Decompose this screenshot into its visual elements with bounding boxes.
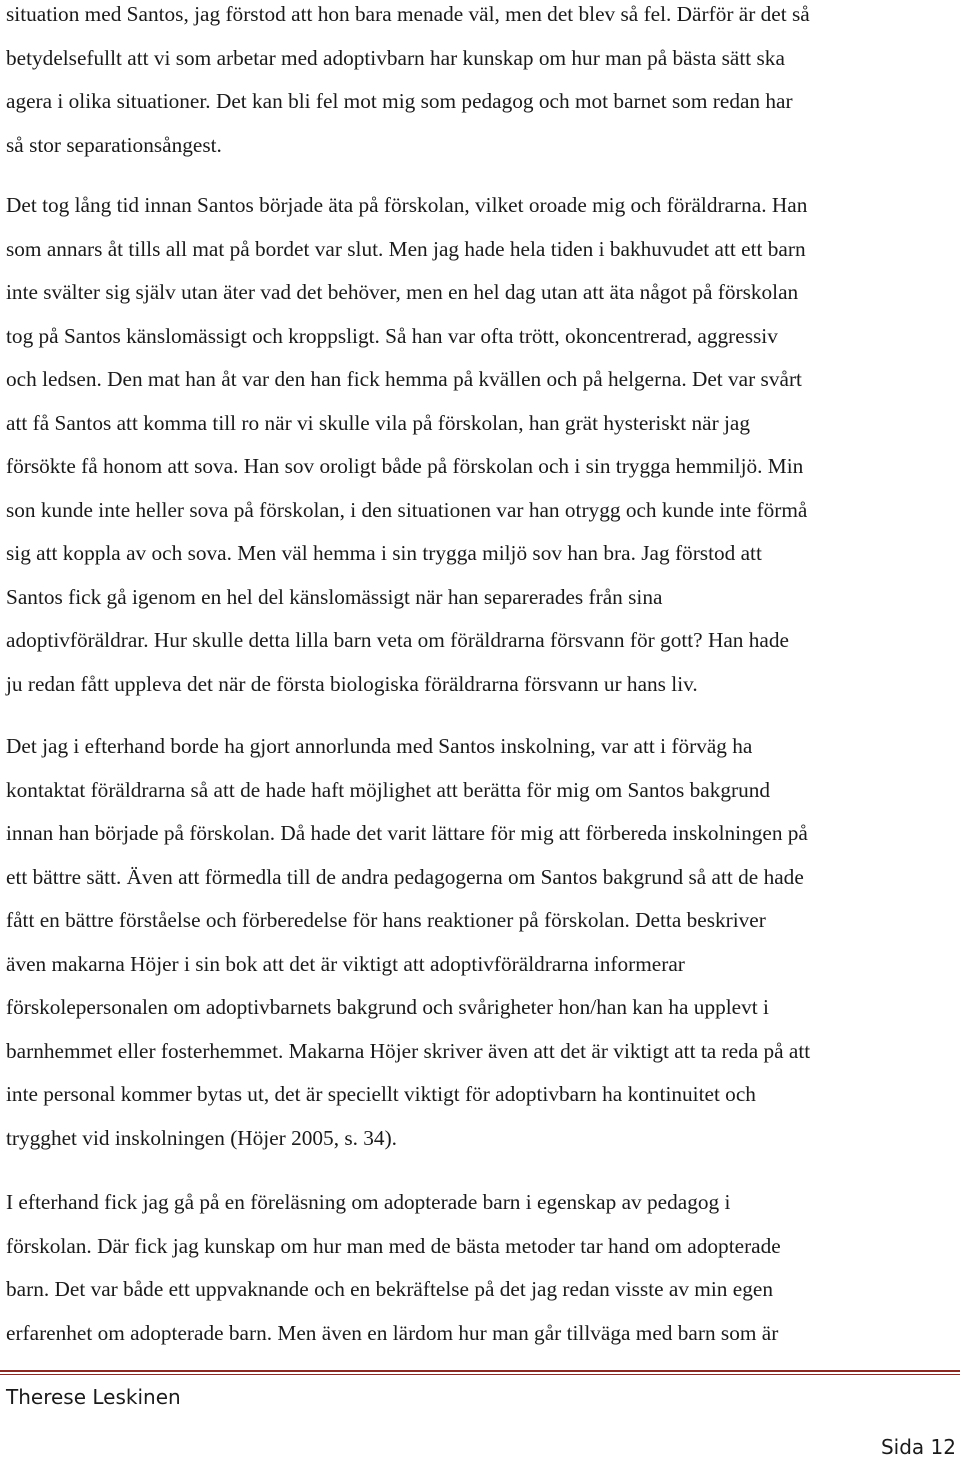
text-line: adoptivföräldrar. Hur skulle detta lilla barn veta om föräldrarna försvann för gott? Han hade <box>6 628 789 652</box>
page-number: Sida 12 <box>880 1435 956 1459</box>
text-line: kontaktat föräldrarna så att de hade haft möjlighet att berätta för mig om Santos bakgrund <box>6 777 771 802</box>
text-line: att få Santos att komma till ro när vi skulle vila på förskolan, han grät hysteriskt när jag <box>6 410 751 435</box>
text-line: försökte få honom att sova. Han sov oroligt både på förskolan och i sin trygga hemmiljö. Min <box>6 454 804 478</box>
text-line: inte personal kommer bytas ut, det är speciellt viktigt för adoptivbarn ha kontinuitet och <box>6 1082 756 1106</box>
text-line: förskolepersonalen om adoptivbarnets bakgrund och svårigheter hon/han kan ha upplevt i <box>6 995 769 1019</box>
footer-divider <box>0 1370 960 1372</box>
text-line: Santos fick gå igenom en hel del känslomässigt när han separerades från sina <box>6 584 663 609</box>
text-line: son kunde inte heller sova på förskolan, i den situationen var han otrygg och kunde inte förmå <box>6 497 808 522</box>
paragraph-4 <box>6 1181 958 1355</box>
text-line: innan han började på förskolan. Då hade det varit lättare för mig att förbereda inskolningen på <box>6 821 808 845</box>
text-line: barnhemmet eller fosterhemmet. Makarna Höjer skriver även att det är viktigt att ta reda på att <box>6 1038 811 1063</box>
paragraph-1 <box>6 0 958 167</box>
text-line: förskolan. Där fick jag kunskap om hur man med de bästa metoder tar hand om adopterade <box>6 1233 781 1258</box>
text-line: fått en bättre förståelse och förberedelse för hans reaktioner på förskolan. Detta beskriver <box>6 908 766 932</box>
paragraph-3 <box>6 725 958 1160</box>
text-line: barn. Det var både ett uppvaknande och en bekräftelse på det jag redan visste av min egen <box>6 1277 773 1301</box>
text-line: situation med Santos, jag förstod att hon bara menade väl, men det blev så fel. Därför är det så <box>6 2 810 26</box>
text-line: även makarna Höjer i sin bok att det är viktigt att adoptivföräldrarna informerar <box>6 951 685 976</box>
text-line: erfarenhet om adopterade barn. Men även en lärdom hur man går tillväga med barn som är <box>6 1320 779 1345</box>
text-line: I efterhand fick jag gå på en föreläsning om adopterade barn i egenskap av pedagog i <box>6 1190 731 1214</box>
footer-divider-thin <box>0 1374 960 1375</box>
text-line: och ledsen. Den mat han åt var den han fick hemma på kvällen och på helgerna. Det var svårt <box>6 367 802 391</box>
text-line: sig att koppla av och sova. Men väl hemma i sin trygga miljö sov han bra. Jag förstod att <box>6 541 762 565</box>
footer-author: Therese Leskinen <box>6 1385 181 1409</box>
text-line: Det tog lång tid innan Santos började äta på förskolan, vilket oroade mig och föräldrarna. Han <box>6 193 808 217</box>
text-line: tog på Santos känslomässigt och kroppsligt. Så han var ofta trött, okoncentrerad, aggressiv <box>6 323 778 348</box>
text-line: agera i olika situationer. Det kan bli fel mot mig som pedagog och mot barnet som redan har <box>6 89 793 113</box>
paragraph-2 <box>6 184 958 706</box>
text-line: ju redan fått uppleva det när de första biologiska föräldrarna försvann ur hans liv. <box>6 671 698 696</box>
text-line: trygghet vid inskolningen (Höjer 2005, s. 34). <box>6 1125 397 1150</box>
text-line: Det jag i efterhand borde ha gjort annorlunda med Santos inskolning, var att i förväg ha <box>6 734 753 758</box>
text-line: betydelsefullt att vi som arbetar med adoptivbarn har kunskap om hur man på bästa sätt ska <box>6 45 785 70</box>
text-line: så stor separationsångest. <box>6 132 222 157</box>
text-line: inte svälter sig själv utan äter vad det behöver, men en hel dag utan att äta något på förskolan <box>6 280 799 304</box>
text-line: som annars åt tills all mat på bordet var slut. Men jag hade hela tiden i bakhuvudet att ett barn <box>6 236 806 261</box>
text-line: ett bättre sätt. Även att förmedla till de andra pedagogerna om Santos bakgrund så att de hade <box>6 864 804 889</box>
